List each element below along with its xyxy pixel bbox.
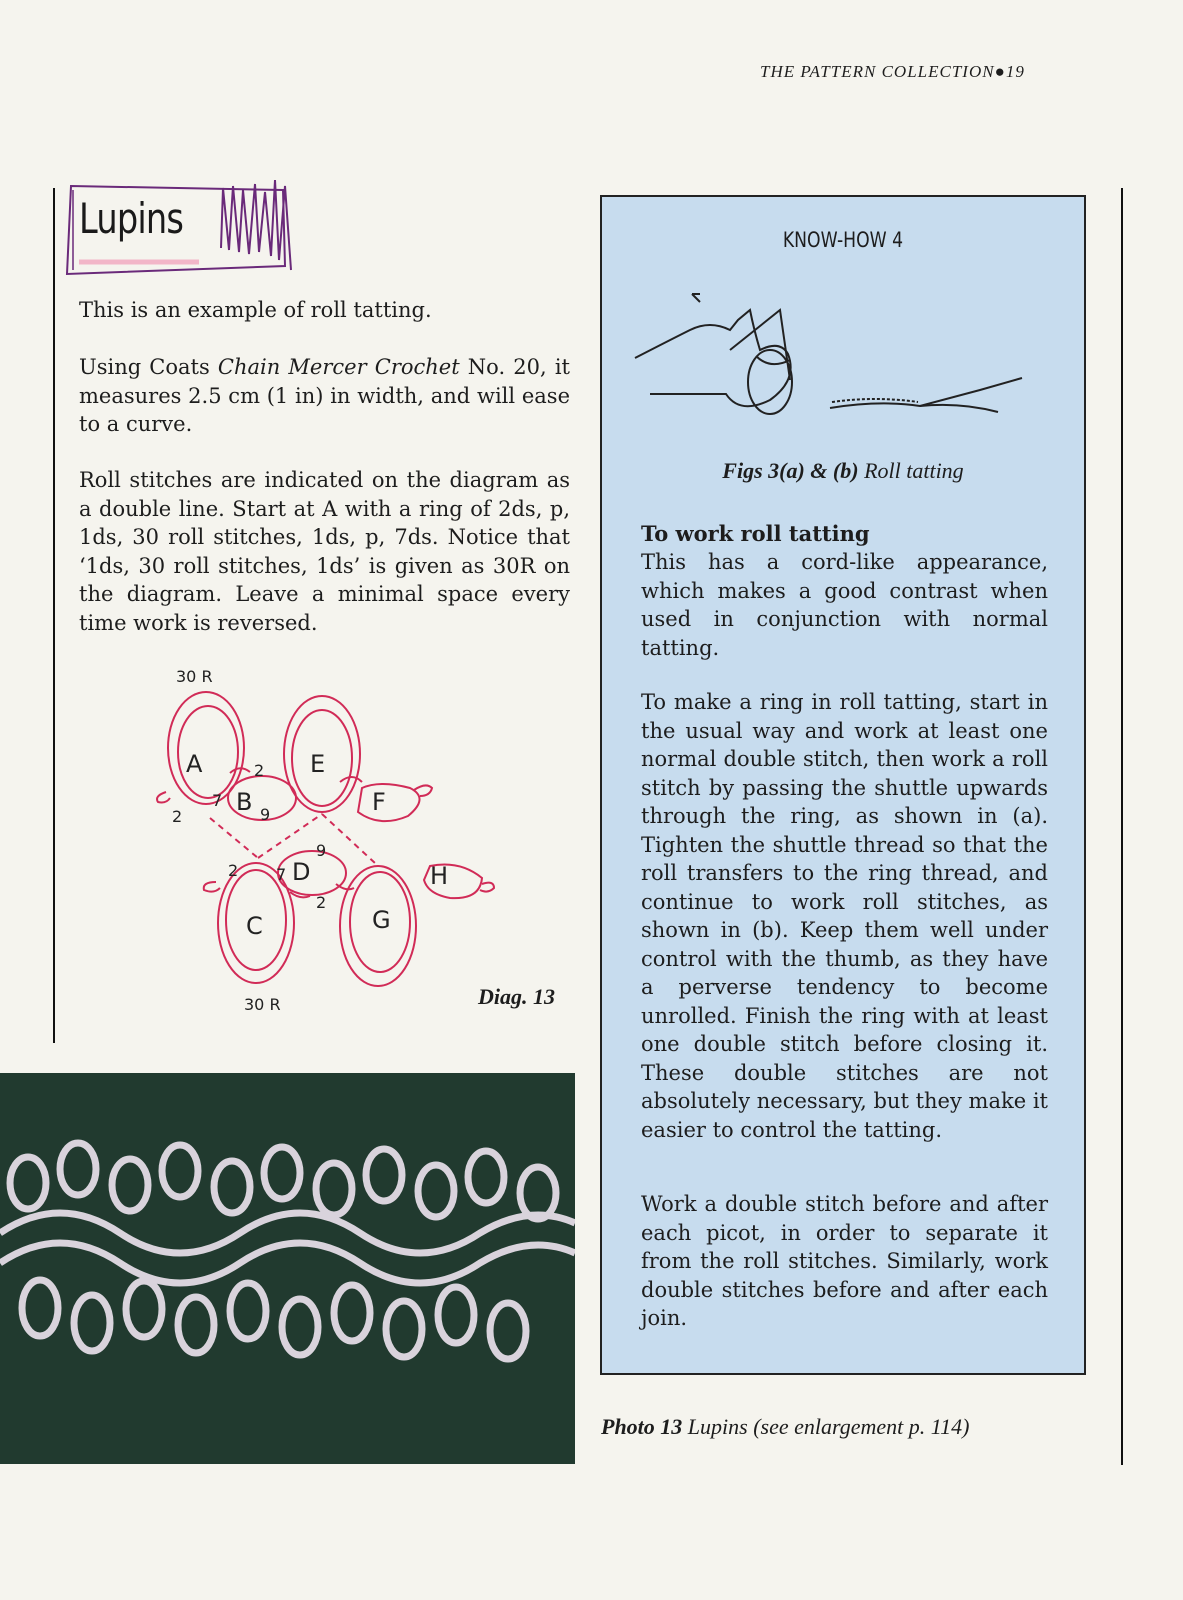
lace-photo	[0, 1073, 575, 1464]
lace-photo-graphic	[0, 1073, 575, 1464]
intro-paragraph-2	[79, 353, 570, 439]
know-how-title: KNOW-HOW 4	[782, 228, 904, 252]
count-2-upper: 2	[254, 761, 265, 780]
count-7-upper: 7	[212, 791, 223, 810]
label-30r-bottom: 30 R	[244, 995, 281, 1014]
count-7-lower: 7	[276, 865, 287, 884]
ring-label-b: B	[236, 788, 253, 816]
count-2-lower-left: 2	[228, 861, 239, 880]
count-9-lower: 9	[316, 841, 327, 860]
ring-label-d: D	[292, 858, 311, 886]
count-2-lower: 2	[316, 893, 327, 912]
photo-caption-bold: Photo 13	[601, 1414, 683, 1439]
left-column-rule	[53, 188, 55, 1043]
running-header	[760, 62, 1025, 82]
product-name: Chain Mercer Crochet	[217, 355, 460, 379]
roll-tatting-illustration	[630, 290, 1050, 430]
diagram-caption: Diag. 13	[478, 984, 555, 1009]
know-how-subhead: To work roll tatting	[641, 521, 870, 546]
ring-label-c: C	[246, 912, 263, 940]
section-title-box	[63, 180, 301, 278]
know-how-paragraph-3: Work a double stitch before and after each picot, in order to separate it from the roll stitches. Similarly, work double stitches before and after each join.	[641, 1192, 1048, 1330]
ring-label-f: F	[372, 788, 386, 816]
section-title: Lupins	[79, 194, 184, 243]
ring-d	[278, 851, 346, 895]
count-2-left: 2	[172, 807, 183, 826]
running-title: THE PATTERN COLLECTION	[760, 62, 995, 81]
know-how-paragraph-1: This has a cord-like appearance, which makes a good contrast when used in conjunction with normal tatting.	[641, 550, 1048, 660]
photo-caption-rest: Lupins (see enlargement p. 114)	[682, 1414, 970, 1439]
ring-f	[358, 784, 420, 821]
diagram-13	[140, 668, 520, 1048]
figure-caption-rest: Roll tatting	[858, 458, 964, 483]
ring-label-g: G	[372, 906, 391, 934]
tatting-diagram	[140, 668, 520, 1048]
header-bullet: ●	[994, 62, 1006, 81]
page-number: 19	[1005, 62, 1025, 81]
right-column-rule	[1121, 188, 1123, 1465]
label-30r-top: 30 R	[176, 668, 213, 686]
intro-paragraph-1: This is an example of roll tatting.	[79, 298, 432, 322]
intro-p2-after: No. 20, it measures 2.5 cm (1 in) in width, and will ease to a curve.	[79, 355, 570, 436]
roll-tatting-figure	[630, 290, 1050, 430]
photo-caption	[601, 1414, 969, 1440]
intro-paragraph-3: Roll stitches are indicated on the diagram as a double line. Start at A with a ring of 2ds, p, 1ds, 30 roll stitches, 1ds, p, 7ds. Notice that ‘1ds, 30 roll stitches, 1ds’ is given as 30R on the diagram. Leave a minimal space every time work is reversed.	[79, 468, 570, 635]
intro-p2-before: Using Coats	[79, 355, 218, 379]
figure-caption-bold: Figs 3(a) & (b)	[722, 458, 859, 483]
know-how-paragraph-2: To make a ring in roll tatting, start in the usual way and work at least one normal double stitch, then work a roll stitch by passing the shuttle upwards through the ring, as shown in (a). Tighten the shuttle thread so that the roll transfers to the ring thread, and continue to work roll stitches, as shown in (b). Keep them well under control with the thumb, as they have a perverse tendency to become unrolled. Finish the ring with at least one double stitch before closing it. These double stitches are not absolutely necessary, but they make it easier to control the tatting.	[641, 690, 1048, 1142]
ring-label-h: H	[430, 862, 449, 890]
ring-label-e: E	[310, 750, 326, 778]
figure-caption	[600, 458, 1086, 484]
ring-label-a: A	[186, 750, 203, 778]
count-9-upper: 9	[260, 805, 271, 824]
